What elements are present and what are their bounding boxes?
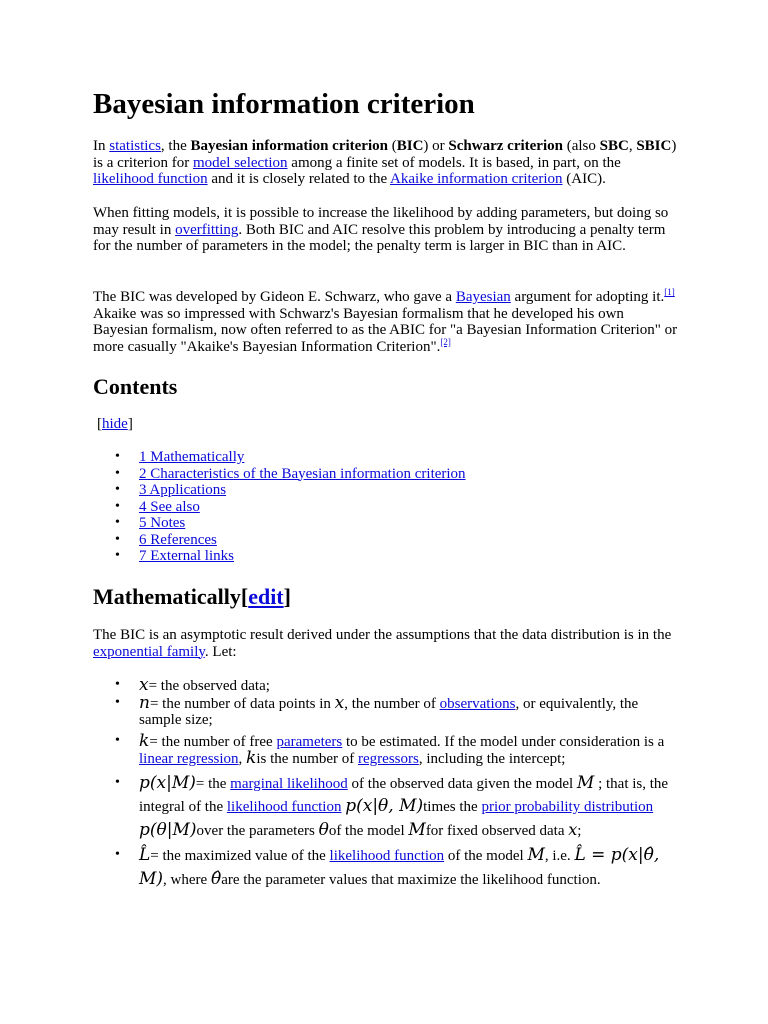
text: , where <box>163 871 208 888</box>
text: ; that is, the integral of the <box>139 775 669 815</box>
definitions-list <box>93 677 678 891</box>
prior-probability-link[interactable]: prior probability distribution <box>481 799 654 815</box>
bracket: ] <box>127 416 133 432</box>
toc-link-references[interactable]: 6 References <box>139 531 217 548</box>
text: for fixed observed data <box>425 822 565 839</box>
history-paragraph <box>93 289 678 355</box>
text: , <box>628 138 633 154</box>
definition-n <box>93 692 678 729</box>
bracket: [ <box>97 416 102 432</box>
math-symbol: p(x|θ, M) <box>345 796 424 816</box>
toc-item <box>93 449 678 466</box>
text: argument for adopting it. <box>514 289 665 305</box>
likelihood-function-link[interactable]: likelihood function <box>226 799 342 815</box>
text: is the number of <box>256 751 355 767</box>
contents-heading: Contents <box>93 374 178 399</box>
text: and it is closely related to the <box>211 171 388 187</box>
text: , <box>238 751 243 767</box>
aic-link[interactable]: Akaike information criterion <box>390 171 563 187</box>
toc-item <box>93 499 678 516</box>
reference-2-link[interactable]: [2] <box>440 336 451 347</box>
text: ; <box>577 822 582 839</box>
text: = the <box>195 775 227 792</box>
bold-term: Bayesian information criterion <box>190 138 388 154</box>
math-symbol: x <box>334 692 345 713</box>
text: = the number of free <box>149 733 273 750</box>
parameters-link[interactable]: parameters <box>276 733 343 750</box>
text: . Let: <box>204 643 237 660</box>
reference-1-link[interactable]: [1] <box>664 287 675 297</box>
text: are the parameter values that maximize the likelihood function. <box>221 871 601 888</box>
text: , the <box>160 138 187 154</box>
math-symbol: n <box>139 692 150 713</box>
edit-section-link[interactable]: edit <box>248 584 284 609</box>
text: of the observed data given the model <box>351 775 574 792</box>
text: times the <box>423 799 478 815</box>
text: of the model <box>447 848 524 864</box>
overfitting-paragraph <box>93 205 678 255</box>
math-symbol: L̂ = p(x|θ̂, M) <box>139 845 660 889</box>
text: When fitting models, it is possible to increase the likelihood by adding parameters, but doing so may result in <box>93 205 669 238</box>
math-symbol: x <box>139 675 149 695</box>
text: The BIC is an asymptotic result derived under the assumptions that the data distribution is in the <box>93 627 672 643</box>
math-symbol: θ̂ <box>210 868 222 889</box>
toc-link-applications[interactable]: 3 Applications <box>139 482 227 498</box>
model-selection-link[interactable]: model selection <box>192 154 288 171</box>
exponential-family-link[interactable]: exponential family <box>93 643 205 660</box>
text: = the observed data; <box>148 678 270 694</box>
heading-text: Mathematically <box>93 584 241 609</box>
math-symbol: k <box>246 748 257 768</box>
text: = the maximized value of the <box>150 848 326 864</box>
bayesian-link[interactable]: Bayesian <box>455 289 511 305</box>
math-symbol: p(θ|M) <box>139 819 197 840</box>
text: ) is a criterion for <box>93 138 677 171</box>
text: Akaike was so impressed with Schwarz's Bayesian formalism that he developed his own Bayesian formalism, now often referred to as the ABIC for "a Bayesian Information Criterion" or more casually "Akaike's Bayesian Information Criterion". <box>93 305 678 355</box>
regressors-link[interactable]: regressors <box>358 751 419 767</box>
text: (also <box>566 138 596 154</box>
statistics-link[interactable]: statistics <box>109 138 161 154</box>
overfitting-link[interactable]: overfitting <box>175 221 239 238</box>
marginal-likelihood-link[interactable]: marginal likelihood <box>230 775 348 792</box>
math-symbol: k <box>139 730 150 751</box>
table-of-contents <box>93 449 678 565</box>
definition-x <box>93 677 678 695</box>
bracket: [ <box>240 584 249 609</box>
bracket: ] <box>283 584 291 609</box>
toc-item <box>93 548 678 565</box>
definition-maximized-likelihood <box>93 844 678 891</box>
math-intro-paragraph <box>93 627 678 660</box>
math-symbol: p(x|M) <box>139 772 196 793</box>
toc-toggle <box>93 416 682 433</box>
linear-regression-link[interactable]: linear regression <box>139 751 239 767</box>
text: , i.e. <box>544 848 571 864</box>
bold-term: SBC <box>599 138 629 154</box>
intro-paragraph <box>93 138 678 188</box>
hide-toc-link[interactable]: hide <box>102 416 128 432</box>
text: over the parameters <box>196 822 315 839</box>
likelihood-function-link[interactable]: likelihood function <box>329 848 445 864</box>
bold-term: BIC <box>396 138 424 154</box>
math-symbol: L̂ <box>139 845 151 865</box>
toc-link-see-also[interactable]: 4 See also <box>139 498 200 515</box>
bold-term: Schwarz criterion <box>448 138 563 154</box>
text: , or equivalently, the sample size; <box>139 695 639 728</box>
text: , including the intercept; <box>418 751 566 767</box>
toc-item <box>93 532 678 549</box>
text: = the number of data points in <box>149 695 331 712</box>
toc-item <box>93 482 678 499</box>
text: ( <box>391 138 397 154</box>
text: . Both BIC and AIC resolve this problem by introducing a penalty term for the number of parameters in the model; the penalty term is larger in BIC than in AIC. <box>93 221 666 254</box>
bold-term: SBIC <box>636 138 672 154</box>
toc-link-mathematically[interactable]: 1 Mathematically <box>139 449 245 465</box>
mathematically-heading <box>93 584 678 610</box>
math-symbol: M <box>527 845 545 865</box>
definition-marginal-likelihood <box>93 772 678 843</box>
text: of the model <box>328 822 405 839</box>
text: to be estimated. If the model under consideration is a <box>346 733 665 750</box>
math-symbol: θ <box>318 819 329 840</box>
math-symbol: M <box>408 819 426 840</box>
toc-item <box>93 515 678 532</box>
observations-link[interactable]: observations <box>439 695 516 712</box>
math-symbol: x <box>568 819 578 839</box>
definition-k <box>93 730 678 768</box>
text: The BIC was developed by Gideon E. Schwarz, who gave a <box>93 289 453 305</box>
math-symbol: M <box>576 772 595 793</box>
likelihood-function-link[interactable]: likelihood function <box>93 171 208 187</box>
toc-link-notes[interactable]: 5 Notes <box>139 515 186 531</box>
text: among a finite set of models. It is based, in part, on the <box>291 154 621 171</box>
text: (AIC). <box>566 171 606 187</box>
text: , the number of <box>344 695 436 712</box>
page-title: Bayesian information criterion <box>93 88 475 120</box>
text: ) or <box>423 138 445 154</box>
text: In <box>93 138 106 154</box>
toc-link-external-links[interactable]: 7 External links <box>139 548 234 564</box>
toc-item <box>93 466 678 483</box>
toc-link-characteristics[interactable]: 2 Characteristics of the Bayesian information criterion <box>139 465 466 482</box>
